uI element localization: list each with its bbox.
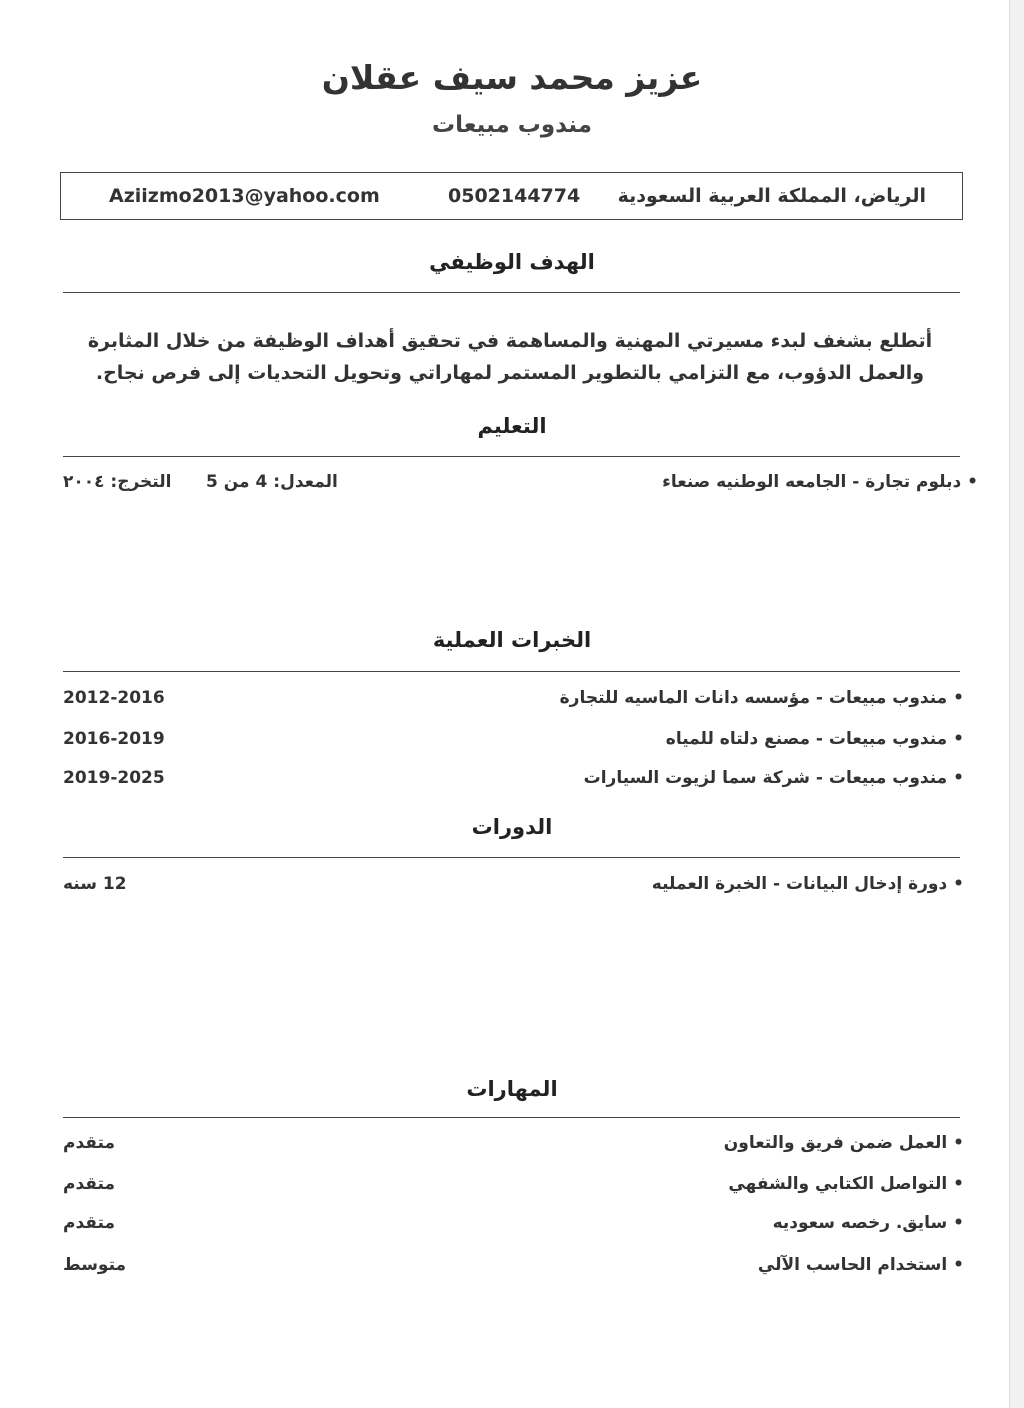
phone: 0502144774 [448,185,581,207]
divider [63,1117,960,1118]
role: • مندوب مبيعات - مصنع دلتاه للمياه [666,729,964,749]
divider [63,456,960,457]
education-heading: التعليم [477,414,547,438]
location: الرياض، المملكة العربية السعودية [617,185,926,207]
objective-text: أتطلع بشغف لبدء مسيرتي المهنية والمساهمة في تحقيق أهداف الوظيفة من خلال المثابرة والعمل الدؤوب، مع التزامي بالتطوير المستمر لمهاراتي وتحويل التحديات إلى فرص نجاح. [87,330,933,384]
contact-box [60,172,963,220]
period: 2012-2016 [63,688,165,708]
course-name: • دورة إدخال البيانات - الخبرة العمليه [652,874,964,894]
skill-item [63,1255,978,1279]
skill-level: متقدم [63,1133,115,1153]
skill-name: • استخدام الحاسب الآلي [758,1255,964,1275]
skills-heading: المهارات [466,1077,558,1101]
role: • مندوب مبيعات - شركة سما لزيوت السيارات [584,768,964,788]
page-edge [1009,0,1024,1408]
role: • مندوب مبيعات - مؤسسه دانات الماسيه للتجارة [560,688,964,708]
experience-item [63,768,978,792]
experience-heading: الخبرات العملية [432,628,592,652]
skill-name: • التواصل الكتابي والشفهي [728,1174,964,1194]
course-duration: 12 سنه [63,874,127,894]
divider [63,857,960,858]
skill-item [63,1213,978,1237]
skill-name: • سايق. رخصه سعوديه [773,1213,964,1233]
skill-item [63,1133,978,1157]
skill-level: متقدم [63,1213,115,1233]
experience-item [63,688,978,712]
degree: • دبلوم تجارة - الجامعه الوطنيه صنعاء [662,472,978,492]
job-title: مندوب مبيعات [431,112,593,138]
period: 2016-2019 [63,729,165,749]
candidate-name: عزيز محمد سيف عقلان [321,58,703,97]
skill-item [63,1174,978,1198]
skill-level: متقدم [63,1174,115,1194]
objective-heading: الهدف الوظيفي [429,250,595,274]
graduation: التخرج: ٢٠٠٤ [63,472,172,492]
course-item [63,874,978,898]
divider [63,671,960,672]
gpa: المعدل: 4 من 5 [206,472,338,492]
skill-name: • العمل ضمن فريق والتعاون [724,1133,964,1153]
skill-level: متوسط [63,1255,127,1275]
divider [63,292,960,293]
email: Aziizmo2013@yahoo.com [109,185,380,207]
period: 2019-2025 [63,768,165,788]
education-item [63,472,978,496]
courses-heading: الدورات [471,815,553,839]
experience-item [63,729,978,753]
